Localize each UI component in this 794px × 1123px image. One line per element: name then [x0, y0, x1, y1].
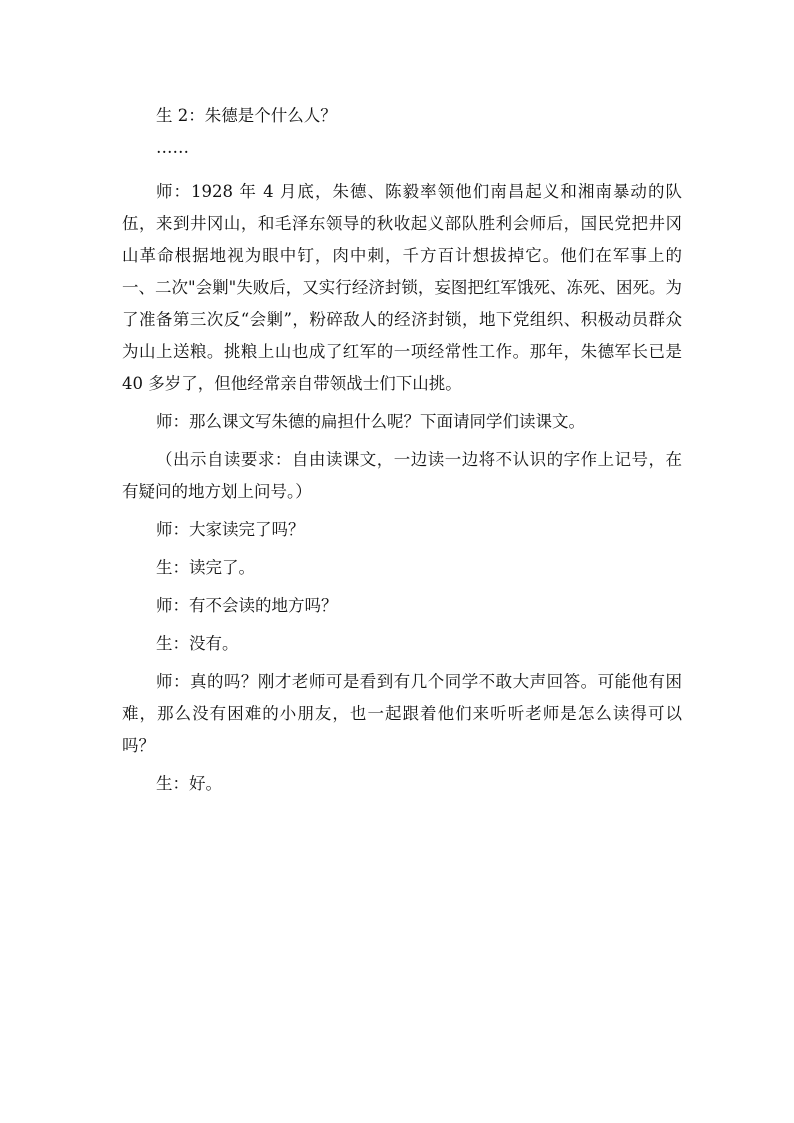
dialogue-student-agree: 生：好。	[156, 774, 222, 793]
dialogue-student-question: 生 2：朱德是个什么人？	[156, 106, 337, 125]
dialogue-student-answer-done: 生：读完了。	[156, 558, 255, 577]
dialogue-student-answer-none: 生：没有。	[156, 634, 239, 653]
dialogue-teacher-encourage: 师：真的吗？刚才老师可是看到有几个同学不敢大声回答。可能他有困难，那么没有困难的小朋友，也一起跟着他们来听听老师是怎么读得可以吗？	[122, 672, 682, 755]
document-page	[122, 100, 682, 800]
dialogue-teacher-prompt: 师：那么课文写朱德的扁担什么呢？下面请同学们读课文。	[156, 412, 585, 431]
dialogue-teacher-ask-difficulty: 师：有不会读的地方吗？	[156, 596, 338, 615]
dialogue-teacher-background: 师：1928 年 4 月底，朱德、陈毅率领他们南昌起义和湘南暴动的队伍，来到井冈山，和毛泽东领导的秋收起义部队胜利会师后，国民党把井冈山革命根据地视为眼中钉，肉中刺，千方百计想拔掉它。他们在军事上的一、二次"会剿"失败后，又实行经济封锁，妄图把红军饿死、冻死、困死。为了准备第三次反“会剿”，粉碎敌人的经济封锁，地下党组织、积极动员群众为山上送粮。挑粮上山也成了红军的一项经常性工作。那年，朱德军长已是 40 多岁了，但他经常亲自带领战士们下山挑。	[122, 182, 682, 393]
ellipsis-line: ……	[156, 138, 189, 157]
dialogue-teacher-check: 师：大家读完了吗？	[156, 520, 305, 539]
reading-instructions: （出示自读要求：自由读课文，一边读一边将不认识的字作上记号，在有疑问的地方划上问号。）	[122, 450, 682, 501]
